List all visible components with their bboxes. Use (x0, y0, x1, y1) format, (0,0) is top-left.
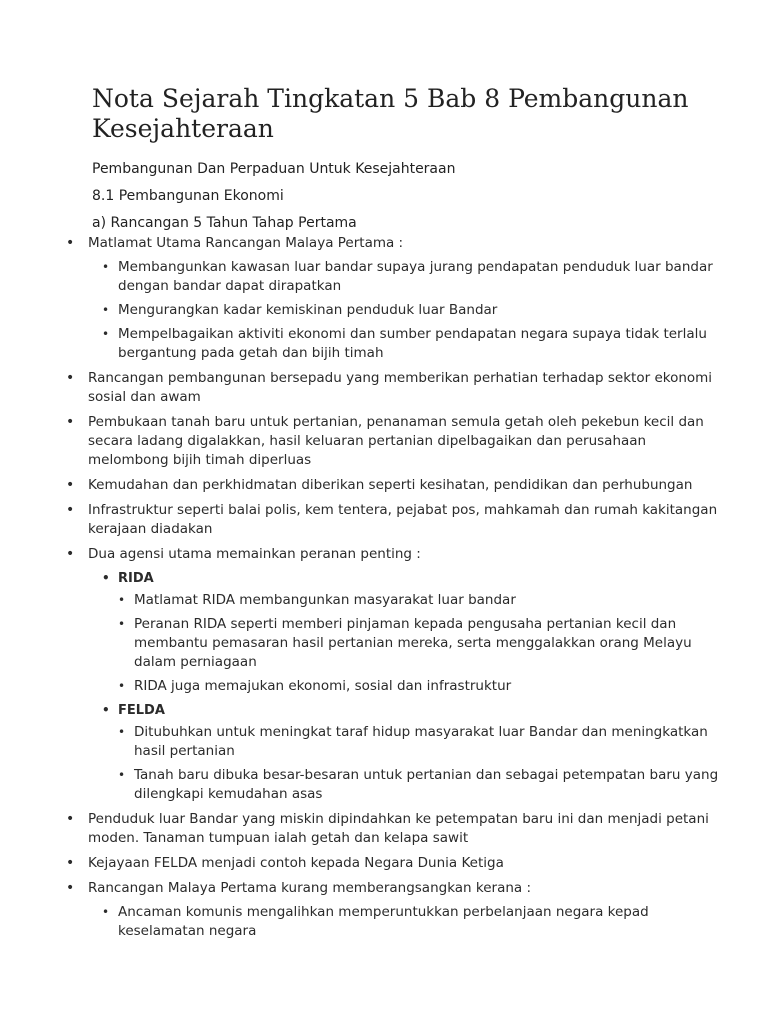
agency-points (118, 723, 728, 804)
list-item-text: Dua agensi utama memainkan peranan penting : (88, 546, 421, 562)
list-item: • Rancangan pembangunan bersepadu yang memberikan perhatian terhadap sektor ekonomi sosial dan awam (68, 369, 728, 407)
sub-list (88, 258, 728, 363)
sub-list (88, 903, 728, 941)
agency-list (88, 569, 728, 804)
agency-point: • RIDA juga memajukan ekonomi, sosial dan infrastruktur (118, 677, 728, 696)
sub-list-item: • Mempelbagaikan aktiviti ekonomi dan sumber pendapatan negara supaya tidak terlalu bergantung pada getah dan bijih timah (102, 325, 728, 363)
agency-point: • Peranan RIDA seperti memberi pinjaman kepada pengusaha pertanian kecil dan membantu pemasaran hasil pertanian mereka, serta menggalakkan orang Melayu dalam perniagaan (118, 615, 728, 672)
agency-name: FELDA (118, 703, 165, 718)
list-item (68, 234, 728, 363)
section-heading: Pembangunan Dan Perpaduan Untuk Kesejahteraan (92, 161, 456, 177)
sub-list-item: • Ancaman komunis mengalihkan memperuntukkan perbelanjaan negara kepad keselamatan negara (102, 903, 728, 941)
sub-list-item: • Membangunkan kawasan luar bandar supaya jurang pendapatan penduduk luar bandar dengan bandar dapat dirapatkan (102, 258, 728, 296)
list-item: • Pembukaan tanah baru untuk pertanian, penanaman semula getah oleh pekebun kecil dan secara ladang digalakkan, hasil keluaran pertanian dipelbagaikan dan perusahaan melombong bijih timah diperluas (68, 413, 728, 470)
page-title: Nota Sejarah Tingkatan 5 Bab 8 Pembangunan Kesejahteraan (92, 84, 689, 143)
list-item: • Penduduk luar Bandar yang miskin dipindahkan ke petempatan baru ini dan menjadi petani moden. Tanaman tumpuan ialah getah dan kelapa sawit (68, 810, 728, 848)
agency-felda (102, 701, 728, 804)
agency-point: • Ditubuhkan untuk meningkat taraf hidup masyarakat luar Bandar dan meningkatkan hasil pertanian (118, 723, 728, 761)
agency-rida (102, 569, 728, 696)
list-item-text: Matlamat Utama Rancangan Malaya Pertama : (88, 235, 404, 251)
agency-point: • Matlamat RIDA membangunkan masyarakat luar bandar (118, 591, 728, 610)
list-item: • Infrastruktur seperti balai polis, kem tentera, pejabat pos, mahkamah dan rumah kakitangan kerajaan diadakan (68, 501, 728, 539)
sub-subsection-heading: a) Rancangan 5 Tahun Tahap Pertama (92, 215, 357, 231)
list-item: • Kemudahan dan perkhidmatan diberikan seperti kesihatan, pendidikan dan perhubungan (68, 476, 728, 495)
sub-list-item: • Mengurangkan kadar kemiskinan penduduk luar Bandar (102, 301, 728, 320)
subsection-heading: 8.1 Pembangunan Ekonomi (92, 188, 284, 204)
list-item (68, 879, 728, 941)
agency-points (118, 591, 728, 696)
agency-point: • Tanah baru dibuka besar-besaran untuk pertanian dan sebagai petempatan baru yang dilengkapi kemudahan asas (118, 766, 728, 804)
bullet-list (88, 234, 728, 941)
agency-name: RIDA (118, 571, 154, 586)
list-item-text: Rancangan Malaya Pertama kurang memberangsangkan kerana : (88, 880, 532, 896)
list-item (68, 545, 728, 804)
list-item: • Kejayaan FELDA menjadi contoh kepada Negara Dunia Ketiga (68, 854, 728, 873)
